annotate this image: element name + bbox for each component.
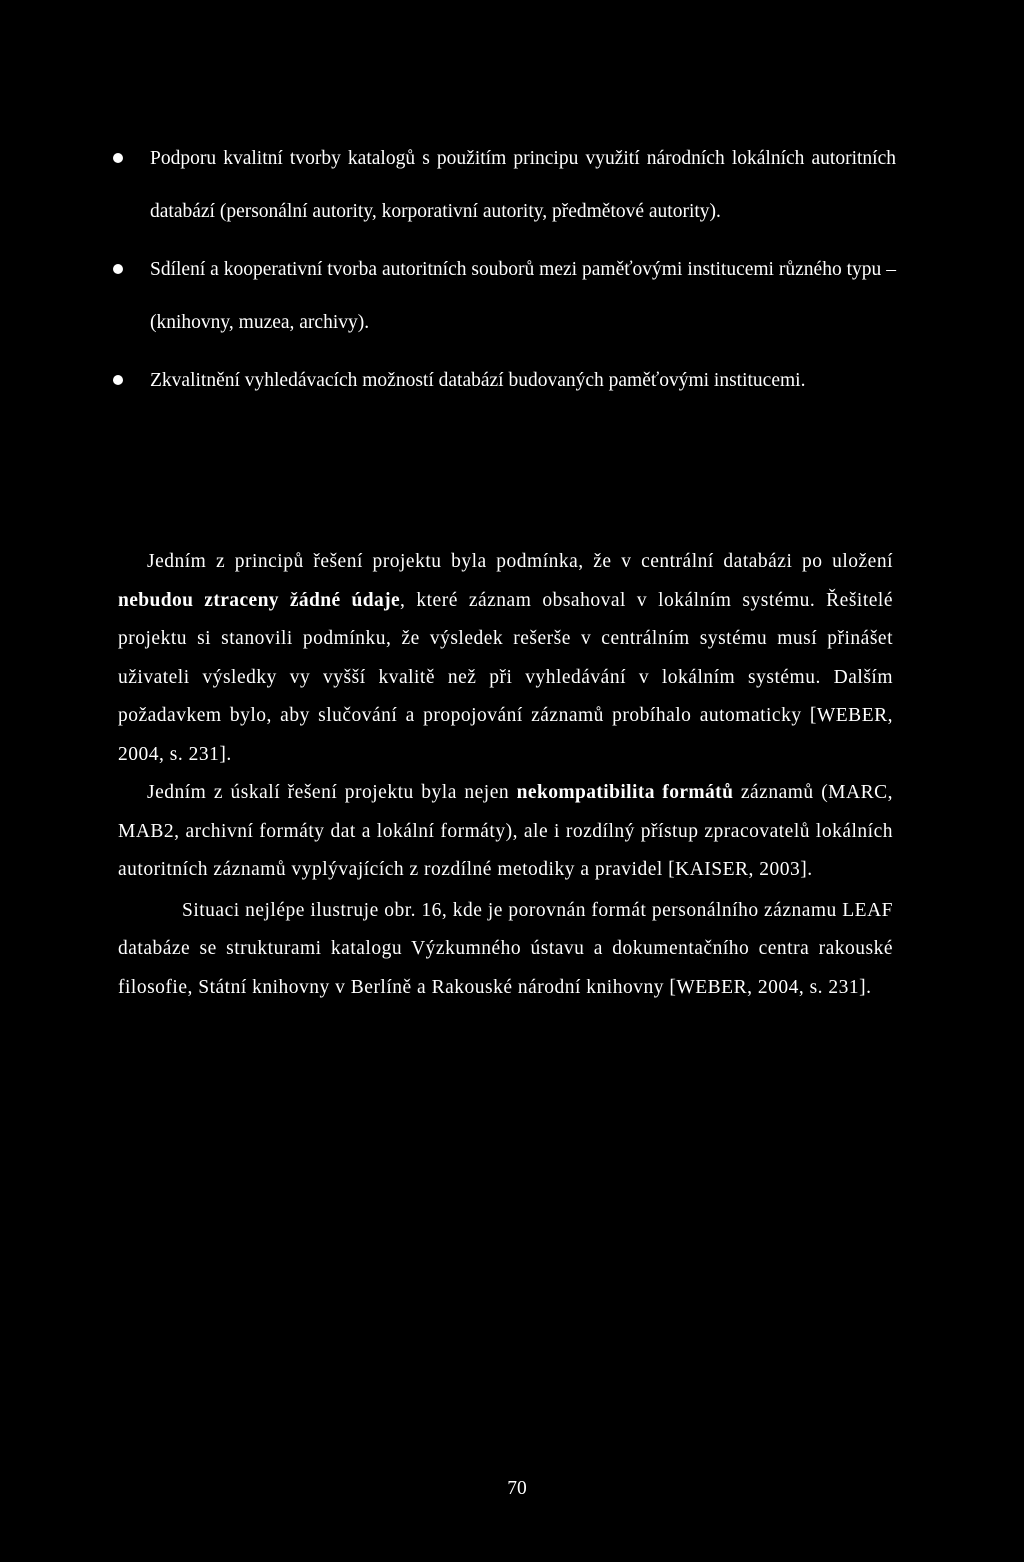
paragraph-challenges — [118, 774, 893, 890]
paragraph-text: , které záznam obsahoval v lokálním systému. Řešitelé projektu si stanovili podmínku, že výsledek rešerše v centrálním systému musí přinášet uživateli výsledky vy vyšší kvalitě než při vyhledávání v lokálním systému. Dalším požadavkem bylo, aby slučování a propojování záznamů probíhalo automaticky [WEBER, 2004, s. 231]. — [118, 589, 893, 765]
bullet-list — [0, 133, 1024, 414]
paragraph-text: záznamů (MARC, MAB2, archivní formáty dat a lokální formáty), ale i rozdílný přístup zpracovatelů lokálních autoritních záznamů vyplývajících z rozdílné metodiky a pravidel [KAISER, 2003]. — [118, 782, 893, 880]
paragraph-requirements — [118, 543, 893, 774]
bullet-item — [0, 355, 1024, 408]
bullet-icon — [113, 264, 123, 274]
emphasis-text: nekompatibilita formátů — [516, 782, 734, 803]
body-text — [118, 543, 893, 1007]
paragraph-text: Jedním z principů řešení projektu byla podmínka, že v centrální databázi po uložení — [147, 551, 893, 572]
bullet-text: Podporu kvalitní tvorby katalogů s použitím principu využití národních lokálních autoritních databází (personální autority, korporativní autority, předmětové autority). — [150, 148, 896, 222]
paragraph-illustration: Situaci nejlépe ilustruje obr. 16, kde je porovnán formát personálního záznamu LEAF databáze se strukturami katalogu Výzkumného ústavu a dokumentačního centra rakouské filosofie, Státní knihovny v Berlíně a Rakouské národní knihovny [WEBER, 2004, s. 231]. — [118, 899, 893, 998]
emphasis-text: nebudou ztraceny žádné údaje — [118, 589, 401, 611]
bullet-icon — [113, 153, 123, 163]
bullet-item — [0, 244, 1024, 349]
bullet-text: Zkvalitnění vyhledávacích možností databází budovaných paměťovými institucemi. — [150, 370, 806, 391]
bullet-icon — [113, 375, 123, 385]
bullet-text: Sdílení a kooperativní tvorba autoritních souborů mezi paměťovými institucemi různého typu – (knihovny, muzea, archivy). — [150, 259, 896, 333]
paragraph-text: Jedním z úskalí řešení projektu byla nejen — [147, 782, 517, 803]
page-number: 70 — [507, 1478, 527, 1499]
bullet-item — [0, 133, 1024, 238]
